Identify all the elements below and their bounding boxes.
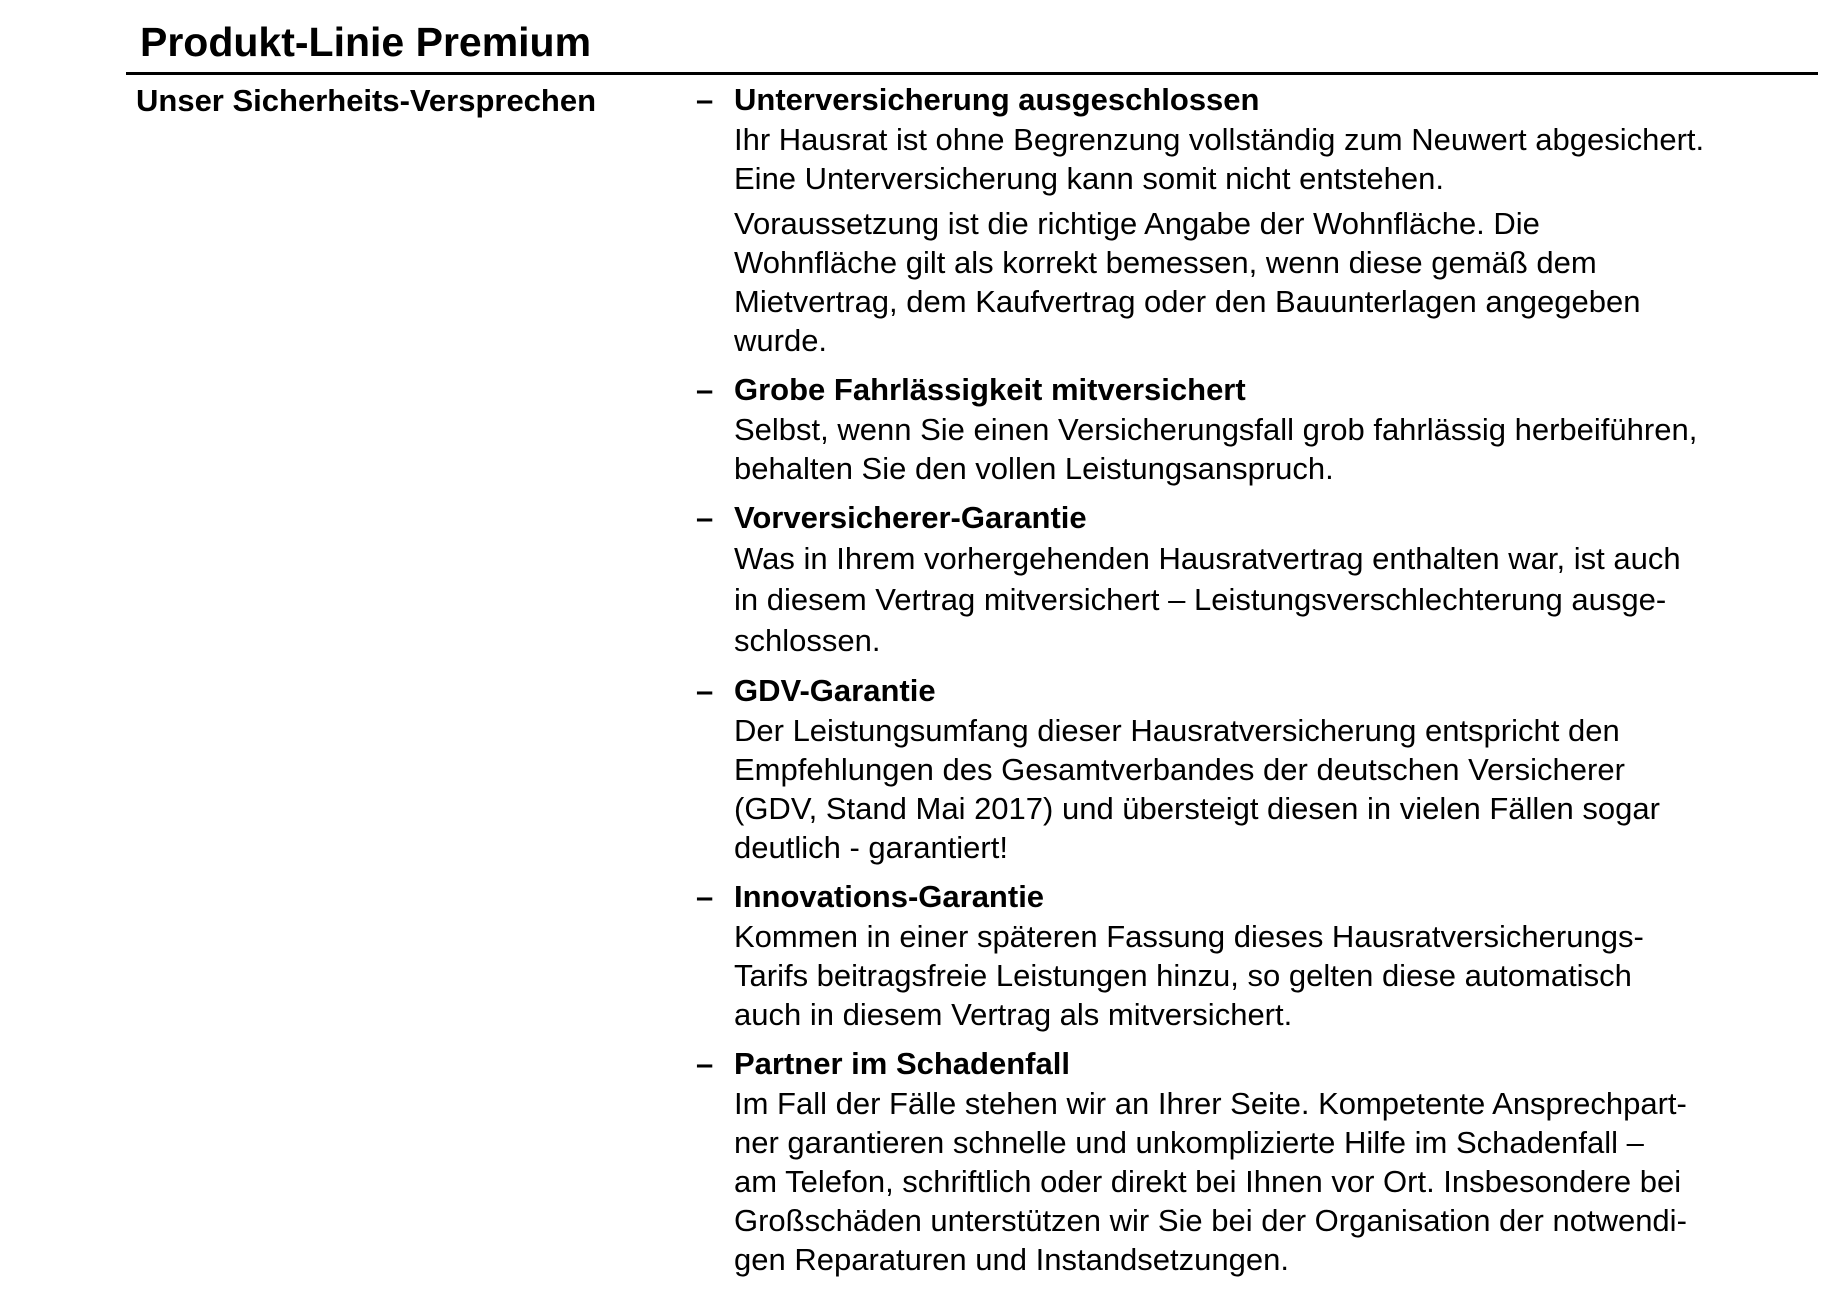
text-line: schlossen. [734,623,881,658]
promise-title: Innovations-Garantie [734,879,1045,914]
text-line: Was in Ihrem vorhergehenden Hausratvertrag enthalten war, ist auch [734,541,1681,576]
text-line: Wohnfläche gilt als korrekt bemessen, wenn diese gemäß dem [734,245,1597,280]
text-line: Der Leistungsumfang dieser Hausratversicherung entspricht den [734,713,1620,748]
dash-bullet: – [696,372,714,407]
promise-item-innovation [696,877,1806,1034]
text-line: wurde. [734,323,828,358]
text-line: Empfehlungen des Gesamtverbandes der deutschen Versicherer [734,752,1625,787]
promise-item-unterversicherung [696,80,1806,360]
promise-title: GDV-Garantie [734,673,936,708]
text-line: Ihr Hausrat ist ohne Begrenzung vollständig zum Neuwert abgesichert. [734,122,1705,157]
title-divider [126,72,1818,75]
promise-paragraph [734,711,1806,867]
text-line: in diesem Vertrag mitversichert – Leistungsverschlechterung ausge- [734,582,1667,617]
promise-paragraph [734,204,1806,360]
dash-bullet: – [696,673,714,708]
text-line: Mietvertrag, dem Kaufvertrag oder den Bauunterlagen angegeben [734,284,1641,319]
dash-bullet: – [696,879,714,914]
promise-item-fahrlaessigkeit [696,370,1806,488]
text-line: auch in diesem Vertrag als mitversichert. [734,997,1293,1032]
promise-paragraph [734,1084,1806,1279]
text-line: Im Fall der Fälle stehen wir an Ihrer Seite. Kompetente Ansprechpart- [734,1086,1687,1121]
dash-bullet: – [696,82,714,117]
promise-paragraph [734,538,1806,661]
promise-item-vorversicherer [696,498,1806,661]
text-line: Eine Unterversicherung kann somit nicht entstehen. [734,161,1444,196]
text-line: deutlich - garantiert! [734,830,1008,865]
promise-title: Grobe Fahrlässigkeit mitversichert [734,372,1246,407]
promise-title: Vorversicherer-Garantie [734,500,1087,535]
text-line: Kommen in einer späteren Fassung dieses Hausratversicherungs- [734,919,1644,954]
text-line: gen Reparaturen und Instandsetzungen. [734,1242,1289,1277]
text-line: ner garantieren schnelle und unkomplizierte Hilfe im Schadenfall – [734,1125,1644,1160]
promise-title: Unterversicherung ausgeschlossen [734,82,1260,117]
promise-list [696,80,1806,1289]
text-line: behalten Sie den vollen Leistungsanspruch. [734,451,1334,486]
text-line: Selbst, wenn Sie einen Versicherungsfall grob fahrlässig herbeiführen, [734,412,1698,447]
text-line: am Telefon, schriftlich oder direkt bei Ihnen vor Ort. Insbesondere bei [734,1164,1682,1199]
promise-paragraph [734,410,1806,488]
promise-paragraph [734,917,1806,1034]
promise-paragraph [734,120,1806,198]
dash-bullet: – [696,1046,714,1081]
promise-item-schadenfall [696,1044,1806,1279]
text-line: Großschäden unterstützen wir Sie bei der Organisation der notwendi- [734,1203,1687,1238]
text-line: Voraussetzung ist die richtige Angabe der Wohnfläche. Die [734,206,1540,241]
text-line: Tarifs beitragsfreie Leistungen hinzu, so gelten diese automatisch [734,958,1632,993]
promise-item-gdv [696,671,1806,867]
page-title: Produkt-Linie Premium [140,19,592,65]
promise-title: Partner im Schadenfall [734,1046,1070,1081]
section-label: Unser Sicherheits-Versprechen [136,83,597,118]
text-line: (GDV, Stand Mai 2017) und übersteigt diesen in vielen Fällen sogar [734,791,1660,826]
dash-bullet: – [696,500,714,535]
